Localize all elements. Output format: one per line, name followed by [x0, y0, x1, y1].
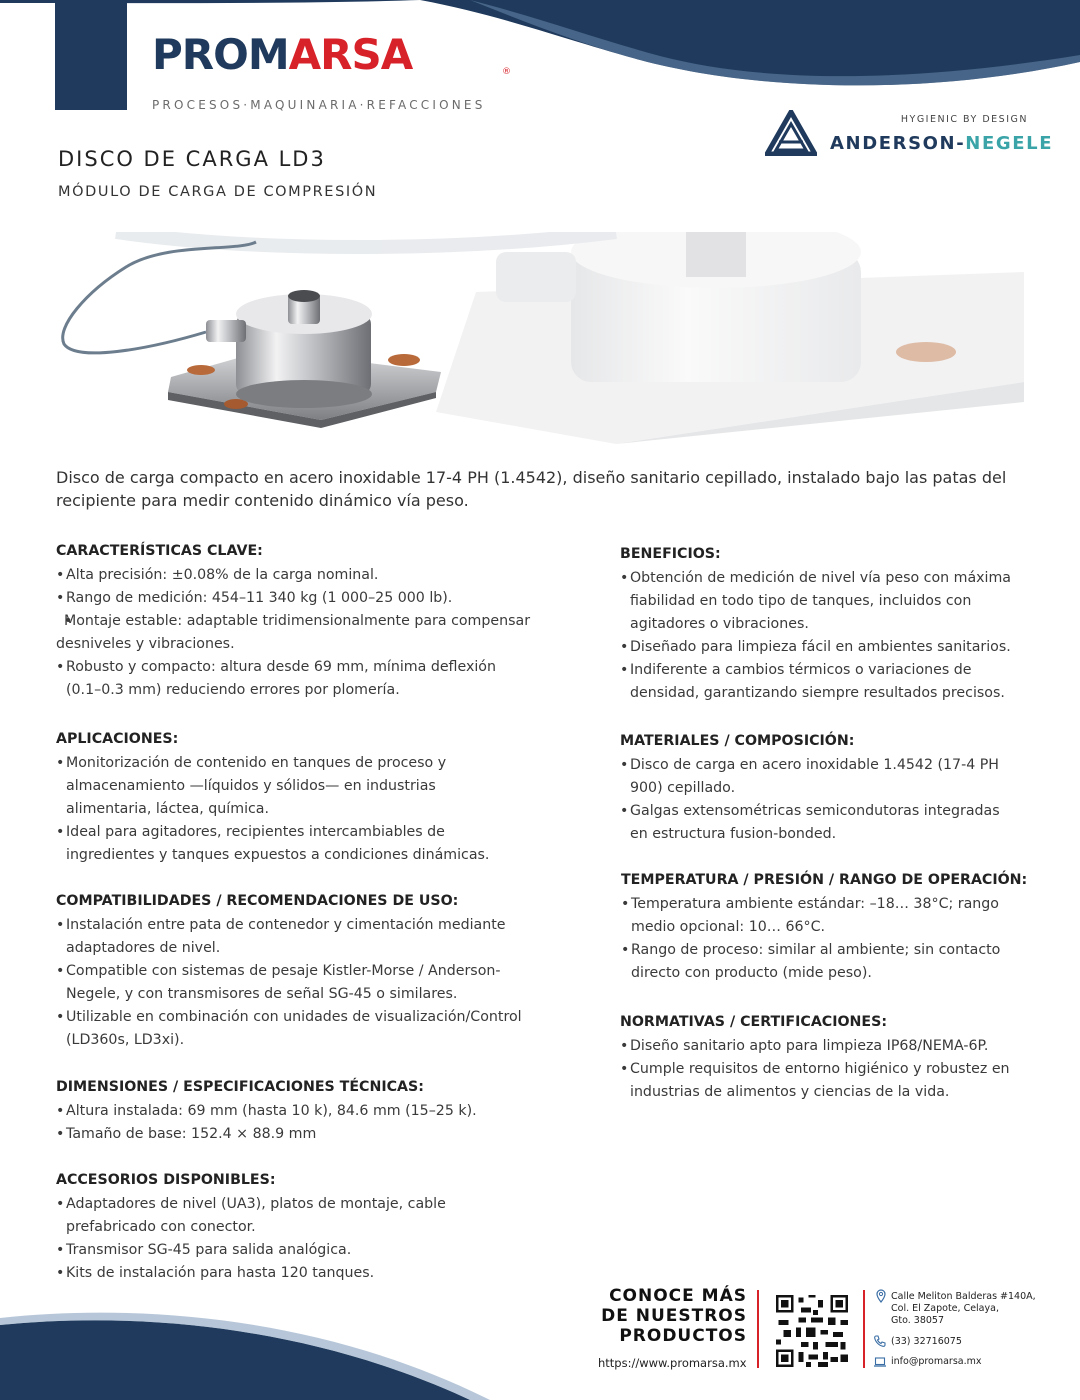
partner-name[interactable] [830, 133, 1053, 154]
section-temperatura [621, 869, 1051, 985]
section-beneficios [620, 543, 1050, 705]
section-dimensiones [56, 1076, 546, 1146]
list-item: • Ideal para agitadores, recipientes intercambiables de ingredientes y tanques expuestos a condiciones dinámicas. [56, 821, 536, 867]
list-item: • Disco de carga en acero inoxidable 1.4542 (17-4 PH 900) cepillado. [620, 754, 1020, 800]
logo-part1: PROM [152, 30, 289, 79]
section-normativas [620, 1011, 1040, 1104]
list-item: • Monitorización de contenido en tanques de proceso y almacenamiento —líquidos y sólidos— en industrias alimentaria, láctea, química. [56, 752, 516, 821]
section-heading: BENEFICIOS: [620, 546, 721, 562]
section-heading: MATERIALES / COMPOSICIÓN: [620, 733, 855, 749]
list-item: • Montaje estable: adaptable tridimensionalmente para compensar desniveles y vibraciones. [56, 610, 546, 656]
website-link[interactable]: https://www.promarsa.mx [598, 1356, 747, 1370]
list-item: • Indiferente a cambios térmicos o variaciones de densidad, garantizando siempre resultados precisos. [620, 659, 1040, 705]
logo-registered-mark: ® [502, 67, 511, 77]
page-subtitle: MÓDULO DE CARGA DE COMPRESIÓN [58, 184, 378, 200]
address [891, 1291, 1036, 1327]
section-compatibilidades [56, 890, 546, 1052]
address-line: Col. El Zapote, Celaya, [891, 1303, 999, 1314]
load-cell-product-image [56, 232, 1024, 444]
list-item: • Adaptadores de nivel (UA3), platos de montaje, cable prefabricado con conector. [56, 1193, 446, 1239]
list-item: • Alta precisión: ±0.08% de la carga nominal. [56, 564, 546, 587]
cta-line: CONOCE MÁS [609, 1286, 747, 1306]
section-accesorios [56, 1169, 546, 1285]
footer-divider [863, 1290, 865, 1368]
list-item: • Transmisor SG-45 para salida analógica. [56, 1239, 546, 1262]
header-brand-tab [55, 0, 127, 110]
section-materiales [620, 730, 1040, 846]
list-item: • Rango de medición: 454–11 340 kg (1 000–25 000 lb). [56, 587, 546, 610]
list-item: • Temperatura ambiente estándar: –18… 38°C; rango medio opcional: 10… 66°C. [621, 893, 1036, 939]
address-line: Gto. 38057 [891, 1315, 944, 1326]
location-pin-icon [874, 1289, 888, 1303]
partner-tagline: HYGIENIC BY DESIGN [900, 114, 1028, 125]
intro-paragraph: Disco de carga compacto en acero inoxidable 17-4 PH (1.4542), diseño sanitario cepillado, instalado bajo las patas del recipiente para medir contenido dinámico vía peso. [56, 468, 1007, 510]
section-heading: NORMATIVAS / CERTIFICACIONES: [620, 1014, 888, 1030]
laptop-email-icon [873, 1355, 887, 1369]
list-item: • Compatible con sistemas de pesaje Kistler-Morse / Anderson-Negele, y con transmisores de señal SG-45 o similares. [56, 960, 526, 1006]
list-item: • Cumple requisitos de entorno higiénico y robustez en industrias de alimentos y ciencias de la vida. [620, 1058, 1010, 1104]
logo-part2: ARSA [288, 30, 413, 79]
list-item: • Tamaño de base: 152.4 × 88.9 mm [56, 1123, 546, 1146]
section-heading: TEMPERATURA / PRESIÓN / RANGO DE OPERACIÓN: [621, 872, 1028, 888]
footer-divider [757, 1290, 759, 1368]
section-heading: ACCESORIOS DISPONIBLES: [56, 1172, 276, 1188]
cta-text [560, 1286, 747, 1346]
section-caracteristicas [56, 540, 546, 702]
list-item: • Rango de proceso: similar al ambiente; sin contacto directo con producto (mide peso). [621, 939, 1051, 985]
list-item: • Utilizable en combinación con unidades de visualización/Control (LD360s, LD3xi). [56, 1006, 526, 1052]
promarsa-logo[interactable] [152, 30, 413, 79]
phone-icon [873, 1334, 887, 1348]
page-title: DISCO DE CARGA LD3 [58, 147, 326, 171]
section-aplicaciones [56, 728, 546, 867]
section-heading: COMPATIBILIDADES / RECOMENDACIONES DE USO: [56, 893, 459, 909]
logo-tagline: PROCESOS·MAQUINARIA·REFACCIONES [152, 98, 486, 112]
list-item: • Obtención de medición de nivel vía peso con máxima fiabilidad en todo tipo de tanques, incluidos con agitadores o vibraciones. [620, 567, 1040, 636]
section-heading: DIMENSIONES / ESPECIFICACIONES TÉCNICAS: [56, 1079, 424, 1095]
list-item: • Robusto y compacto: altura desde 69 mm, mínima deflexión (0.1–0.3 mm) reduciendo errores por plomería. [56, 656, 496, 702]
list-item: • Diseño sanitario apto para limpieza IP68/NEMA-6P. [620, 1035, 1040, 1058]
address-line: Calle Meliton Balderas #140A, [891, 1291, 1036, 1302]
qr-code-icon[interactable] [776, 1295, 848, 1367]
anderson-negele-triangle-icon [765, 110, 817, 156]
partner-name-part1: ANDERSON- [830, 133, 966, 154]
phone-number[interactable]: (33) 32716075 [891, 1336, 962, 1347]
cta-line: DE NUESTROS [601, 1306, 747, 1326]
section-heading: APLICACIONES: [56, 731, 179, 747]
section-heading: CARACTERÍSTICAS CLAVE: [56, 543, 263, 559]
list-item: • Diseñado para limpieza fácil en ambientes sanitarios. [620, 636, 1050, 659]
list-item: • Instalación entre pata de contenedor y cimentación mediante adaptadores de nivel. [56, 914, 506, 960]
list-item: • Altura instalada: 69 mm (hasta 10 k), 84.6 mm (15–25 k). [56, 1100, 546, 1123]
list-item: • Galgas extensométricas semicondutoras integradas en estructura fusion-bonded. [620, 800, 1020, 846]
partner-name-part2: NEGELE [965, 133, 1054, 154]
cta-line: PRODUCTOS [619, 1326, 747, 1346]
list-item: • Kits de instalación para hasta 120 tanques. [56, 1262, 546, 1285]
email-link[interactable]: info@promarsa.mx [891, 1356, 982, 1367]
